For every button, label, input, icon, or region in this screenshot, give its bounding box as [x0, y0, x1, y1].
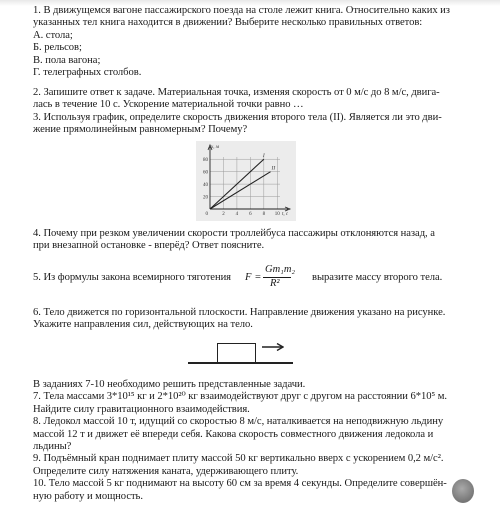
x-tick-label: 8 [262, 212, 266, 217]
cursor-overlay [452, 479, 474, 503]
question-10-line-2: ную работу и мощность. [33, 490, 143, 502]
tasks-section [33, 379, 488, 503]
y-tick-label: 60 [203, 170, 208, 176]
x-tick-label: 10 [274, 212, 280, 217]
tasks-intro: В заданиях 7-10 необходимо решить представленные задачи. [33, 379, 306, 390]
question-6-line-2: Укажите направления сил, действующих на тело. [33, 319, 253, 331]
question-3-line-2: жение прямолинейным равномерным? Почему? [33, 124, 248, 136]
formula-numerator: Gm₁m₂ [265, 264, 296, 275]
question-5-text-after: выразите массу второго тела. [312, 272, 443, 283]
question-4 [33, 228, 488, 253]
question-8-line-3: льдины? [33, 441, 72, 453]
question-7-line-1: 7. Тела массами 3*10¹⁵ кг и 2*10²⁰ кг взаимодействуют друг с другом на расстоянии 6*10⁵ м. [33, 391, 447, 403]
question-1-line-2: указанных тел книга находится в движении? Выберите несколько правильных ответов: [33, 17, 423, 29]
question-9-line-2: Определите силу натяжения каната, удерживающего плиту. [33, 465, 299, 477]
y-tick-label: 80 [203, 158, 208, 164]
question-8-line-2: массой 12 т и движет её впереди себя. Какова скорость совместного движения ледокола и [33, 428, 434, 440]
question-3-line-1: 3. Используя график, определите скорость движения второго тела (II). Является ли это дви- [33, 112, 442, 123]
series-label-I: I [262, 153, 265, 160]
question-1-option-a: А. стола; [33, 29, 73, 41]
question-1 [33, 5, 488, 79]
question-3 [33, 112, 488, 137]
x-tick-label: 2 [222, 212, 225, 217]
question-7-line-2: Найдите силу гравитационного взаимодействия. [33, 403, 250, 415]
motion-direction-arrow-icon [262, 343, 284, 351]
formula-equals: = [255, 272, 261, 283]
question-5-text-before: 5. Из формулы закона всемирного тяготения [33, 272, 232, 283]
y-tick-label: 40 [203, 182, 208, 188]
distance-time-graph [196, 141, 296, 221]
question-2-line-1: 2. Запишите ответ к задаче. Материальная точка, изменяя скорость от 0 м/с до 8 м/с, двига- [33, 87, 440, 98]
question-10-line-1: 10. Тело массой 5 кг поднимают на высоту 60 см за время 4 секунды. Определите совершён- [33, 478, 447, 490]
question-2 [33, 87, 488, 112]
question-4-line-1: 4. Почему при резком увеличении скорости троллейбуса пассажиры отклоняются назад, а [33, 228, 435, 239]
body-block [217, 343, 256, 363]
question-6-line-1: 6. Тело движется по горизонтальной плоскости. Направление движения указано на рисунке. [33, 307, 446, 318]
question-2-line-2: лась в течение 10 с. Ускорение материальной точки равно … [33, 99, 304, 111]
question-1-option-d: Г. телеграфных столбов. [33, 67, 142, 79]
question-1-option-b: Б. рельсов; [33, 42, 82, 54]
question-5-after [312, 272, 482, 284]
y-tick-label: 20 [203, 195, 208, 201]
gravitation-formula [245, 264, 315, 290]
question-6 [33, 307, 488, 332]
question-4-line-2: при внезапной остановке - вперёд? Ответ поясните. [33, 240, 265, 252]
x-axis-label: t, с [282, 212, 289, 217]
question-1-line-1: 1. В движущемся вагоне пассажирского поезда на столе лежит книга. Относительно каких из [33, 5, 450, 16]
question-9-line-1: 9. Подъёмный кран поднимает плиту массой 50 кг вертикально вверх с ускорением 0,2 м/с². [33, 453, 444, 465]
y-axis-label: x, м [211, 145, 219, 150]
origin-label: 0 [205, 212, 208, 217]
x-tick-label: 4 [235, 212, 239, 217]
question-8-line-1: 8. Ледокол массой 10 т, идущий со скоростью 8 м/с, наталкивается на неподвижную льдину [33, 416, 444, 428]
x-tick-label: 6 [249, 212, 252, 217]
formula-lhs: F [245, 272, 252, 283]
series-label-II: II [271, 165, 276, 172]
question-1-option-c: В. пола вагона; [33, 54, 101, 66]
formula-denominator: R² [270, 278, 280, 289]
